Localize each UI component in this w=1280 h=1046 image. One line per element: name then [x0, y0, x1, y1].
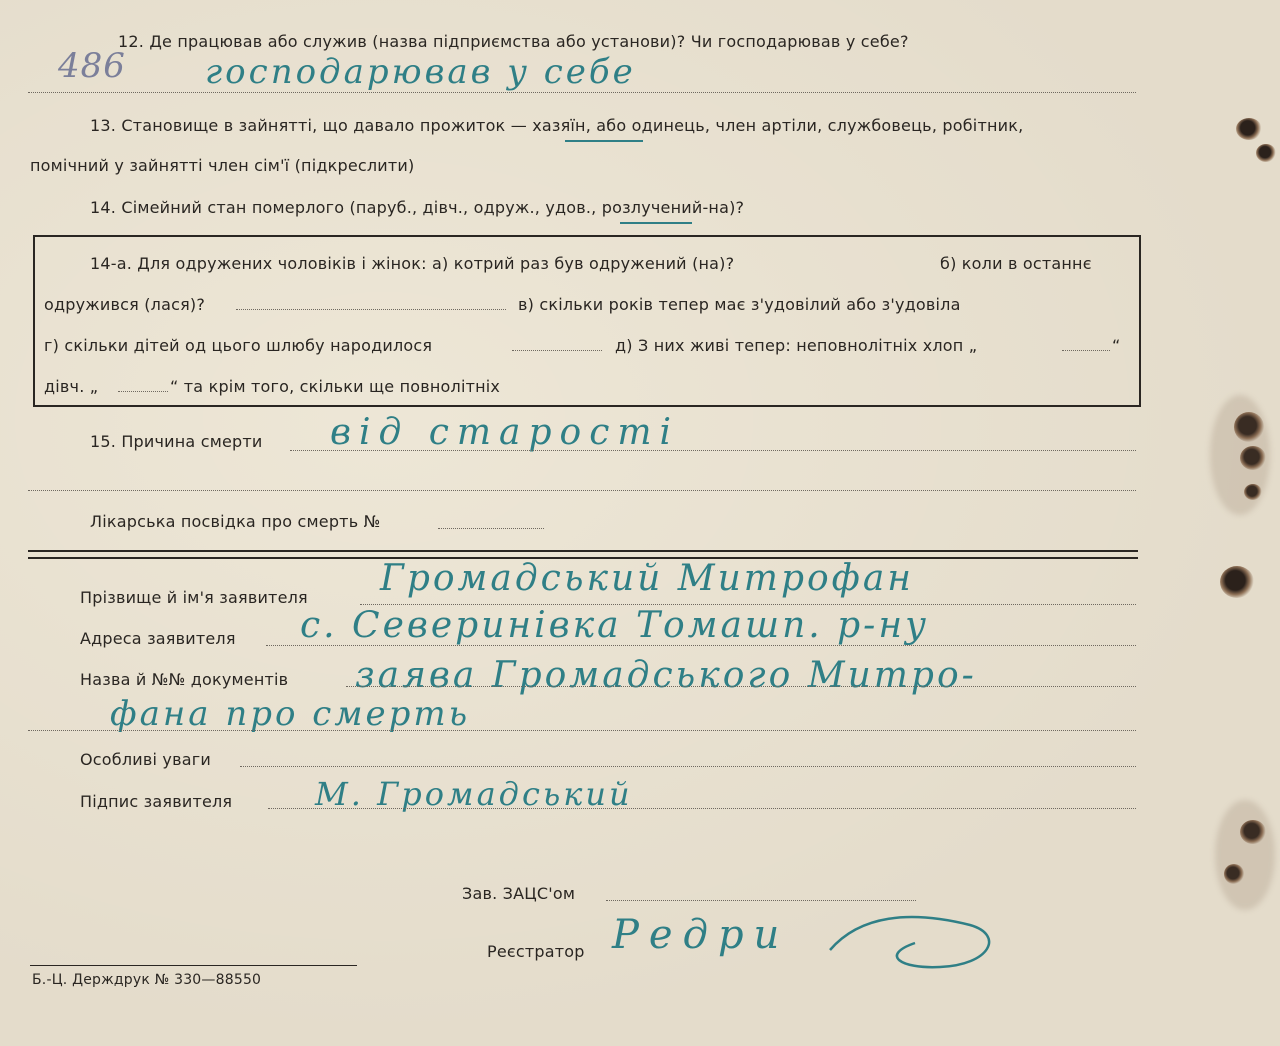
blank-line — [606, 900, 916, 901]
question-14a-line4a: дівч. „ — [44, 377, 99, 396]
binding-hole — [1256, 144, 1276, 162]
answer-line — [290, 450, 1136, 451]
question-14a-line1b: б) коли в останнє — [940, 254, 1092, 273]
question-14a-line2a: одружився (лася)? — [44, 295, 206, 314]
section-divider — [28, 550, 1138, 552]
question-13-line2: помічний у зайнятті член сім'ї (підкреслити) — [30, 156, 415, 175]
documents-value-line2: фана про смерть — [110, 694, 471, 734]
binding-hole — [1236, 118, 1262, 140]
documents-value-line1: заява Громадського Митро- — [355, 655, 977, 696]
registrar-label: Реєстратор — [487, 942, 585, 961]
question-12-label: 12. Де працював або служив (назва підприємства або установи)? Чи господарював у себе? — [118, 32, 909, 51]
margin-note: 486 — [58, 46, 126, 86]
question-15-answer: від старості — [330, 412, 680, 453]
question-15-label: 15. Причина смерти — [90, 432, 263, 451]
applicant-signature: М. Громадський — [315, 775, 633, 813]
question-14-label: 14. Сімейний стан померлого (паруб., дівч., одруж., удов., розлучений-на)? — [90, 198, 745, 217]
blank-line — [118, 391, 168, 392]
blank-line — [1062, 350, 1110, 351]
blank-line — [512, 350, 602, 351]
blank-line — [236, 309, 506, 310]
underline-mark — [565, 140, 643, 142]
question-14a-line3b: д) З них живі тепер: неповнолітніх хлоп „ — [615, 336, 978, 355]
answer-line — [28, 730, 1136, 731]
blank-line — [438, 528, 544, 529]
question-14a-line4b: “ та крім того, скільки ще повнолітніх — [170, 377, 501, 396]
printer-imprint: Б.-Ц. Держдрук № 330—88550 — [32, 972, 262, 988]
binding-hole — [1220, 566, 1254, 598]
documents-label: Назва й №№ документів — [80, 670, 289, 689]
paper-stain — [1215, 800, 1275, 910]
applicant-name-value: Громадський Митрофан — [380, 558, 915, 599]
signature-label: Підпис заявителя — [80, 792, 233, 811]
applicant-address-value: с. Северинівка Томашп. р-ну — [300, 605, 929, 646]
question-12-answer: господарював у себе — [205, 52, 636, 92]
question-14a-line1a: 14-а. Для одружених чоловіків і жінок: а) котрий раз був одружений (на)? — [90, 254, 735, 273]
notes-label: Особливі уваги — [80, 750, 211, 769]
answer-line — [266, 645, 1136, 646]
question-14a-line2b: в) скільки років тепер має з'удовілий або з'удовіла — [518, 295, 961, 314]
question-13-line1: 13. Становище в зайнятті, що давало прожиток — хазяїн, або одинець, член артіли, службовець, робітник, — [90, 116, 1024, 135]
answer-line — [268, 808, 1136, 809]
answer-line — [346, 686, 1136, 687]
head-of-registry-label: Зав. ЗАЦС'ом — [462, 884, 576, 903]
underline-mark — [620, 222, 692, 224]
answer-line — [240, 766, 1136, 767]
question-14a-line3c: “ — [1112, 336, 1121, 355]
applicant-address-label: Адреса заявителя — [80, 629, 236, 648]
answer-line — [28, 490, 1136, 491]
paper-stain — [1210, 395, 1270, 515]
footer-rule — [30, 965, 357, 966]
signature-flourish — [820, 905, 1000, 980]
question-14a-line3a: г) скільки дітей од цього шлюбу народилося — [44, 336, 433, 355]
answer-line — [28, 92, 1136, 93]
medical-certificate-label: Лікарська посвідка про смерть № — [90, 512, 381, 531]
registrar-signature: Редри — [612, 912, 790, 958]
applicant-name-label: Прізвище й ім'я заявителя — [80, 588, 308, 607]
